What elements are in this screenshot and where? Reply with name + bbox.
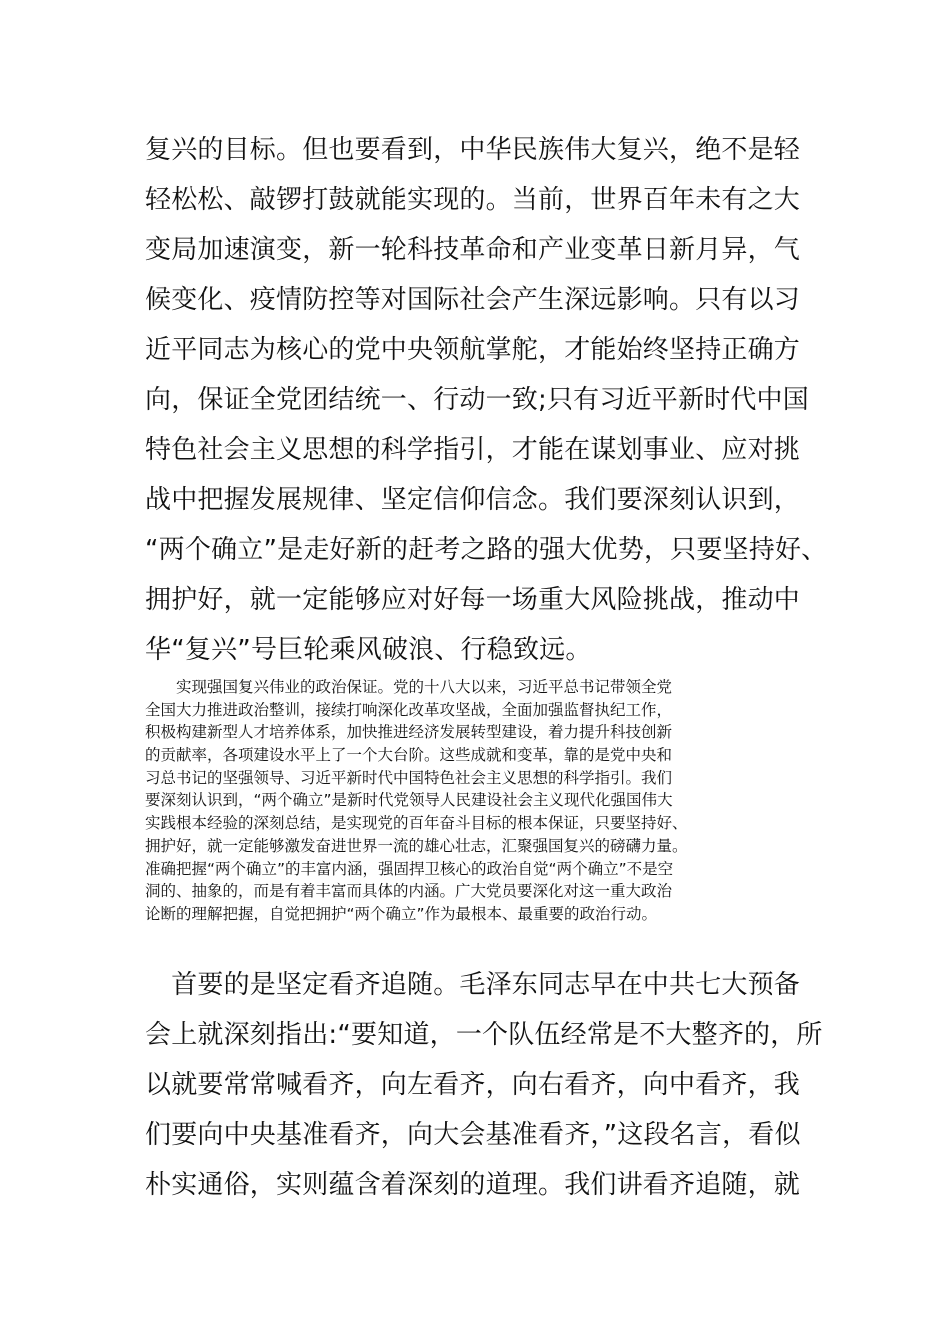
paragraph-2-line: 实践根本经验的深刻总结，是实现党的百年奋斗目标的根本保证，只要坚持好、 bbox=[145, 814, 688, 833]
paragraph-2-line: 的贡献率，各项建设水平上了一个大台阶。这些成就和变革，靠的是党中央和 bbox=[145, 746, 673, 765]
paragraph-2-line: 论断的理解把握，自觉把拥护“两个确立”作为最根本、最重要的政治行动。 bbox=[145, 904, 658, 923]
paragraph-1-line: 轻松松、敲锣打鼓就能实现的。当前，世界百年未有之大 bbox=[145, 185, 801, 215]
paragraph-3-line: 首要的是坚定看齐追随。毛泽东同志早在中共七大预备 bbox=[145, 970, 801, 1000]
paragraph-2-line: 习总书记的坚强领导、习近平新时代中国特色社会主义思想的科学指引。我们 bbox=[145, 768, 673, 787]
paragraph-1-line: “两个确立”是走好新的赶考之路的强大优势，只要坚持好、 bbox=[145, 535, 828, 565]
paragraph-1-line: 特色社会主义思想的科学指引，才能在谋划事业、应对挑 bbox=[145, 435, 801, 465]
paragraph-3-line: 以就要常常喊看齐，向左看齐，向右看齐，向中看齐，我 bbox=[145, 1070, 801, 1100]
paragraph-2-line: 洞的、抽象的，而是有着丰富而具体的内涵。广大党员要深化对这一重大政治 bbox=[145, 882, 673, 901]
paragraph-2-line: 实现强国复兴伟业的政治保证。党的十八大以来，习近平总书记带领全党 bbox=[145, 678, 673, 696]
paragraph-2 bbox=[145, 676, 810, 926]
paragraph-3-line: 会上就深刻指出:“要知道，一个队伍经常是不大整齐的，所 bbox=[145, 1020, 823, 1050]
paragraph-1 bbox=[145, 125, 828, 675]
paragraph-1-line: 拥护好，就一定能够应对好每一场重大风险挑战，推动中 bbox=[145, 585, 801, 615]
paragraph-1-line: 复兴的目标。但也要看到，中华民族伟大复兴，绝不是轻 bbox=[145, 135, 801, 165]
paragraph-3 bbox=[145, 960, 823, 1210]
paragraph-1-line: 近平同志为核心的党中央领航掌舵，才能始终坚持正确方 bbox=[145, 335, 801, 365]
paragraph-1-line: 华“复兴”号巨轮乘风破浪、行稳致远。 bbox=[145, 635, 592, 665]
paragraph-1-line: 变局加速演变，新一轮科技革命和产业变革日新月异，气 bbox=[145, 235, 801, 265]
paragraph-2-line: 全国大力推进政治整训，接续打响深化改革攻坚战，全面加强监督执纪工作， bbox=[145, 700, 673, 719]
paragraph-3-line: 朴实通俗，实则蕴含着深刻的道理。我们讲看齐追随，就 bbox=[145, 1170, 801, 1200]
paragraph-2-line: 积极构建新型人才培养体系，加快推进经济发展转型建设，着力提升科技创新 bbox=[145, 723, 673, 742]
paragraph-1-line: 候变化、疫情防控等对国际社会产生深远影响。只有以习 bbox=[145, 285, 801, 315]
paragraph-2-line: 准确把握“两个确立”的丰富内涵，强固捍卫核心的政治自觉“两个确立”不是空 bbox=[145, 859, 674, 878]
paragraph-3-line: 们要向中央基准看齐，向大会基准看齐，”这段名言，看似 bbox=[145, 1120, 801, 1150]
paragraph-1-line: 向，保证全党团结统一、行动一致;只有习近平新时代中国 bbox=[145, 385, 809, 415]
paragraph-2-line: 拥护好，就一定能够激发奋进世界一流的雄心壮志，汇聚强国复兴的磅礴力量。 bbox=[145, 836, 688, 855]
paragraph-1-line: 战中把握发展规律、坚定信仰信念。我们要深刻认识到， bbox=[145, 485, 801, 515]
paragraph-2-line: 要深刻认识到，“两个确立”是新时代党领导人民建设社会主义现代化强国伟大 bbox=[145, 791, 673, 810]
